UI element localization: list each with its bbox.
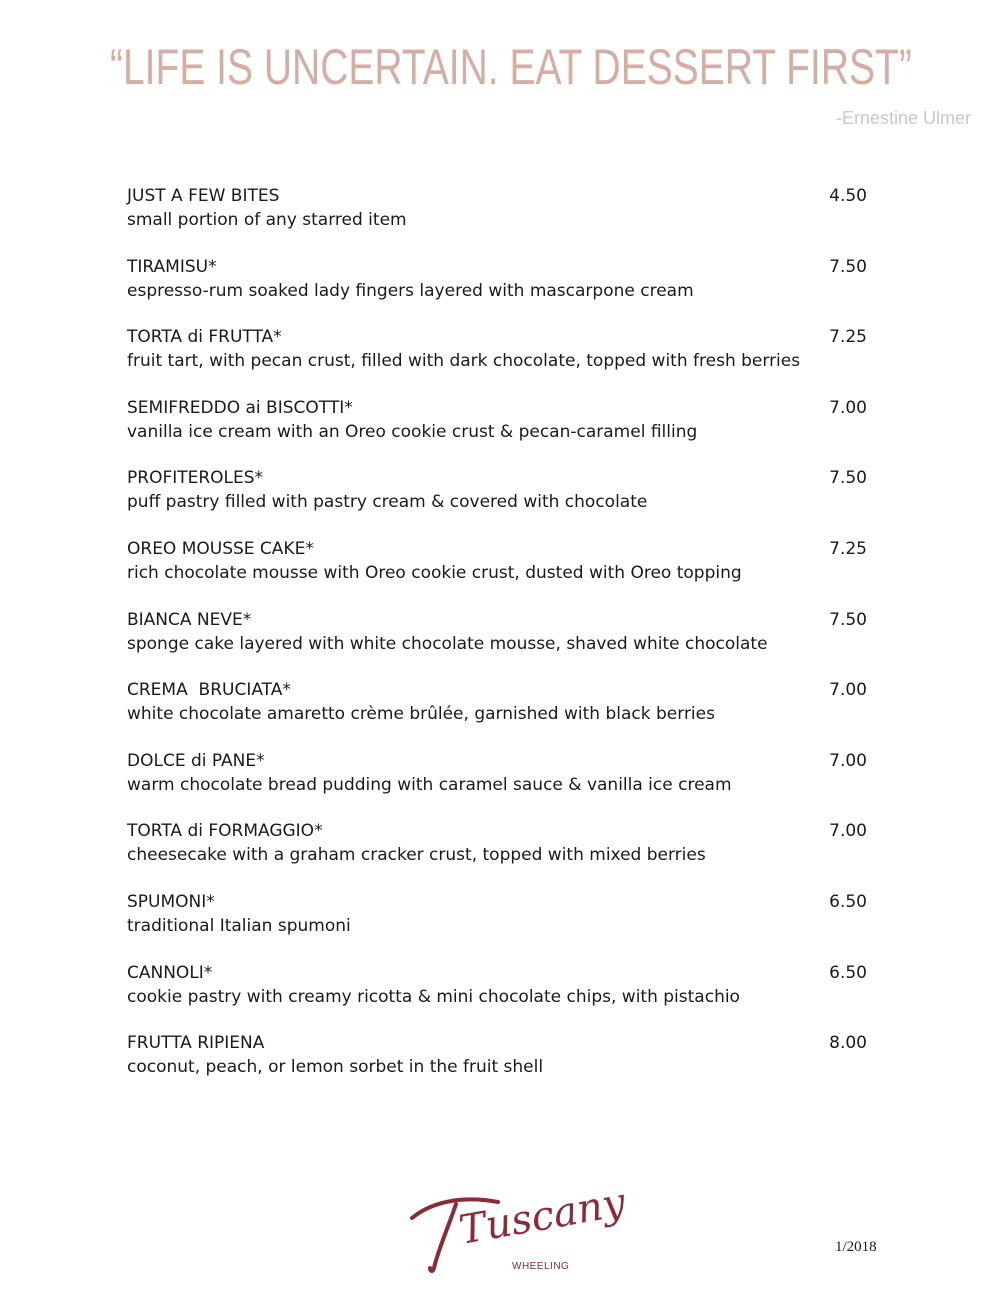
item-description: sponge cake layered with white chocolate mousse, shaved white chocolate [127, 633, 768, 654]
item-price: 7.00 [829, 821, 867, 842]
dessert-quote: “LIFE IS UNCERTAIN. EAT DESSERT FIRST” [110, 39, 912, 95]
item-name: PROFITEROLES* [127, 468, 264, 489]
menu-item [127, 466, 867, 537]
item-description: rich chocolate mousse with Oreo cookie crust, dusted with Oreo topping [127, 562, 742, 583]
item-price: 7.50 [829, 256, 867, 277]
item-description: coconut, peach, or lemon sorbet in the fruit shell [127, 1057, 544, 1078]
menu-item [127, 961, 867, 1032]
logo-text: Tuscany [455, 1179, 629, 1254]
item-name: SPUMONI* [127, 891, 215, 912]
item-name: BIANCA NEVE* [127, 609, 252, 630]
menu-item [127, 537, 867, 608]
item-name: TORTA di FRUTTA* [127, 327, 282, 348]
menu-item [127, 255, 867, 326]
menu-item [127, 1031, 867, 1102]
dessert-menu [127, 184, 867, 1102]
item-price: 4.50 [829, 186, 867, 206]
item-description: white chocolate amaretto crème brûlée, garnished with black berries [127, 704, 715, 725]
item-name: DOLCE di PANE* [127, 750, 265, 771]
item-description: fruit tart, with pecan crust, filled with dark chocolate, topped with fresh berries [127, 351, 801, 372]
item-name: CREMA BRUCIATA* [127, 680, 291, 701]
item-price: 7.00 [829, 397, 867, 418]
item-price: 7.00 [829, 680, 867, 701]
logo-subtext: WHEELING [512, 1261, 570, 1272]
item-name: TIRAMISU* [127, 256, 217, 277]
menu-item [127, 396, 867, 467]
item-name: TORTA di FORMAGGIO* [127, 821, 323, 842]
item-description: traditional Italian spumoni [127, 915, 351, 936]
quote-attribution: -Ernestine Ulmer [835, 108, 971, 128]
menu-item [127, 819, 867, 890]
item-description: warm chocolate bread pudding with caramel sauce & vanilla ice cream [127, 774, 732, 795]
item-name: CANNOLI* [127, 962, 213, 983]
item-description: puff pastry filled with pastry cream & covered with chocolate [127, 492, 648, 513]
menu-item [127, 890, 867, 961]
item-price: 7.50 [829, 609, 867, 630]
item-description: vanilla ice cream with an Oreo cookie crust & pecan-caramel filling [127, 421, 698, 442]
item-description: cookie pastry with creamy ricotta & mini chocolate chips, with pistachio [127, 986, 740, 1007]
item-price: 8.00 [829, 1033, 867, 1054]
menu-item [127, 678, 867, 749]
item-price: 7.25 [829, 538, 867, 559]
item-price: 6.50 [829, 962, 867, 983]
item-name: SEMIFREDDO ai BISCOTTI* [127, 397, 353, 418]
menu-date: 1/2018 [835, 1239, 877, 1255]
item-name: FRUTTA RIPIENA [127, 1033, 265, 1054]
item-price: 7.25 [829, 327, 867, 348]
menu-item [127, 184, 867, 255]
item-price: 6.50 [829, 891, 867, 912]
menu-item [127, 325, 867, 396]
item-description: espresso-rum soaked lady fingers layered with mascarpone cream [127, 280, 694, 301]
menu-item [127, 608, 867, 679]
item-description: cheesecake with a graham cracker crust, topped with mixed berries [127, 845, 706, 866]
item-name: JUST A FEW BITES [127, 186, 280, 206]
item-price: 7.50 [829, 468, 867, 489]
item-name: OREO MOUSSE CAKE* [127, 538, 314, 559]
item-description: small portion of any starred item [127, 210, 407, 230]
item-price: 7.00 [829, 750, 867, 771]
menu-item [127, 749, 867, 820]
